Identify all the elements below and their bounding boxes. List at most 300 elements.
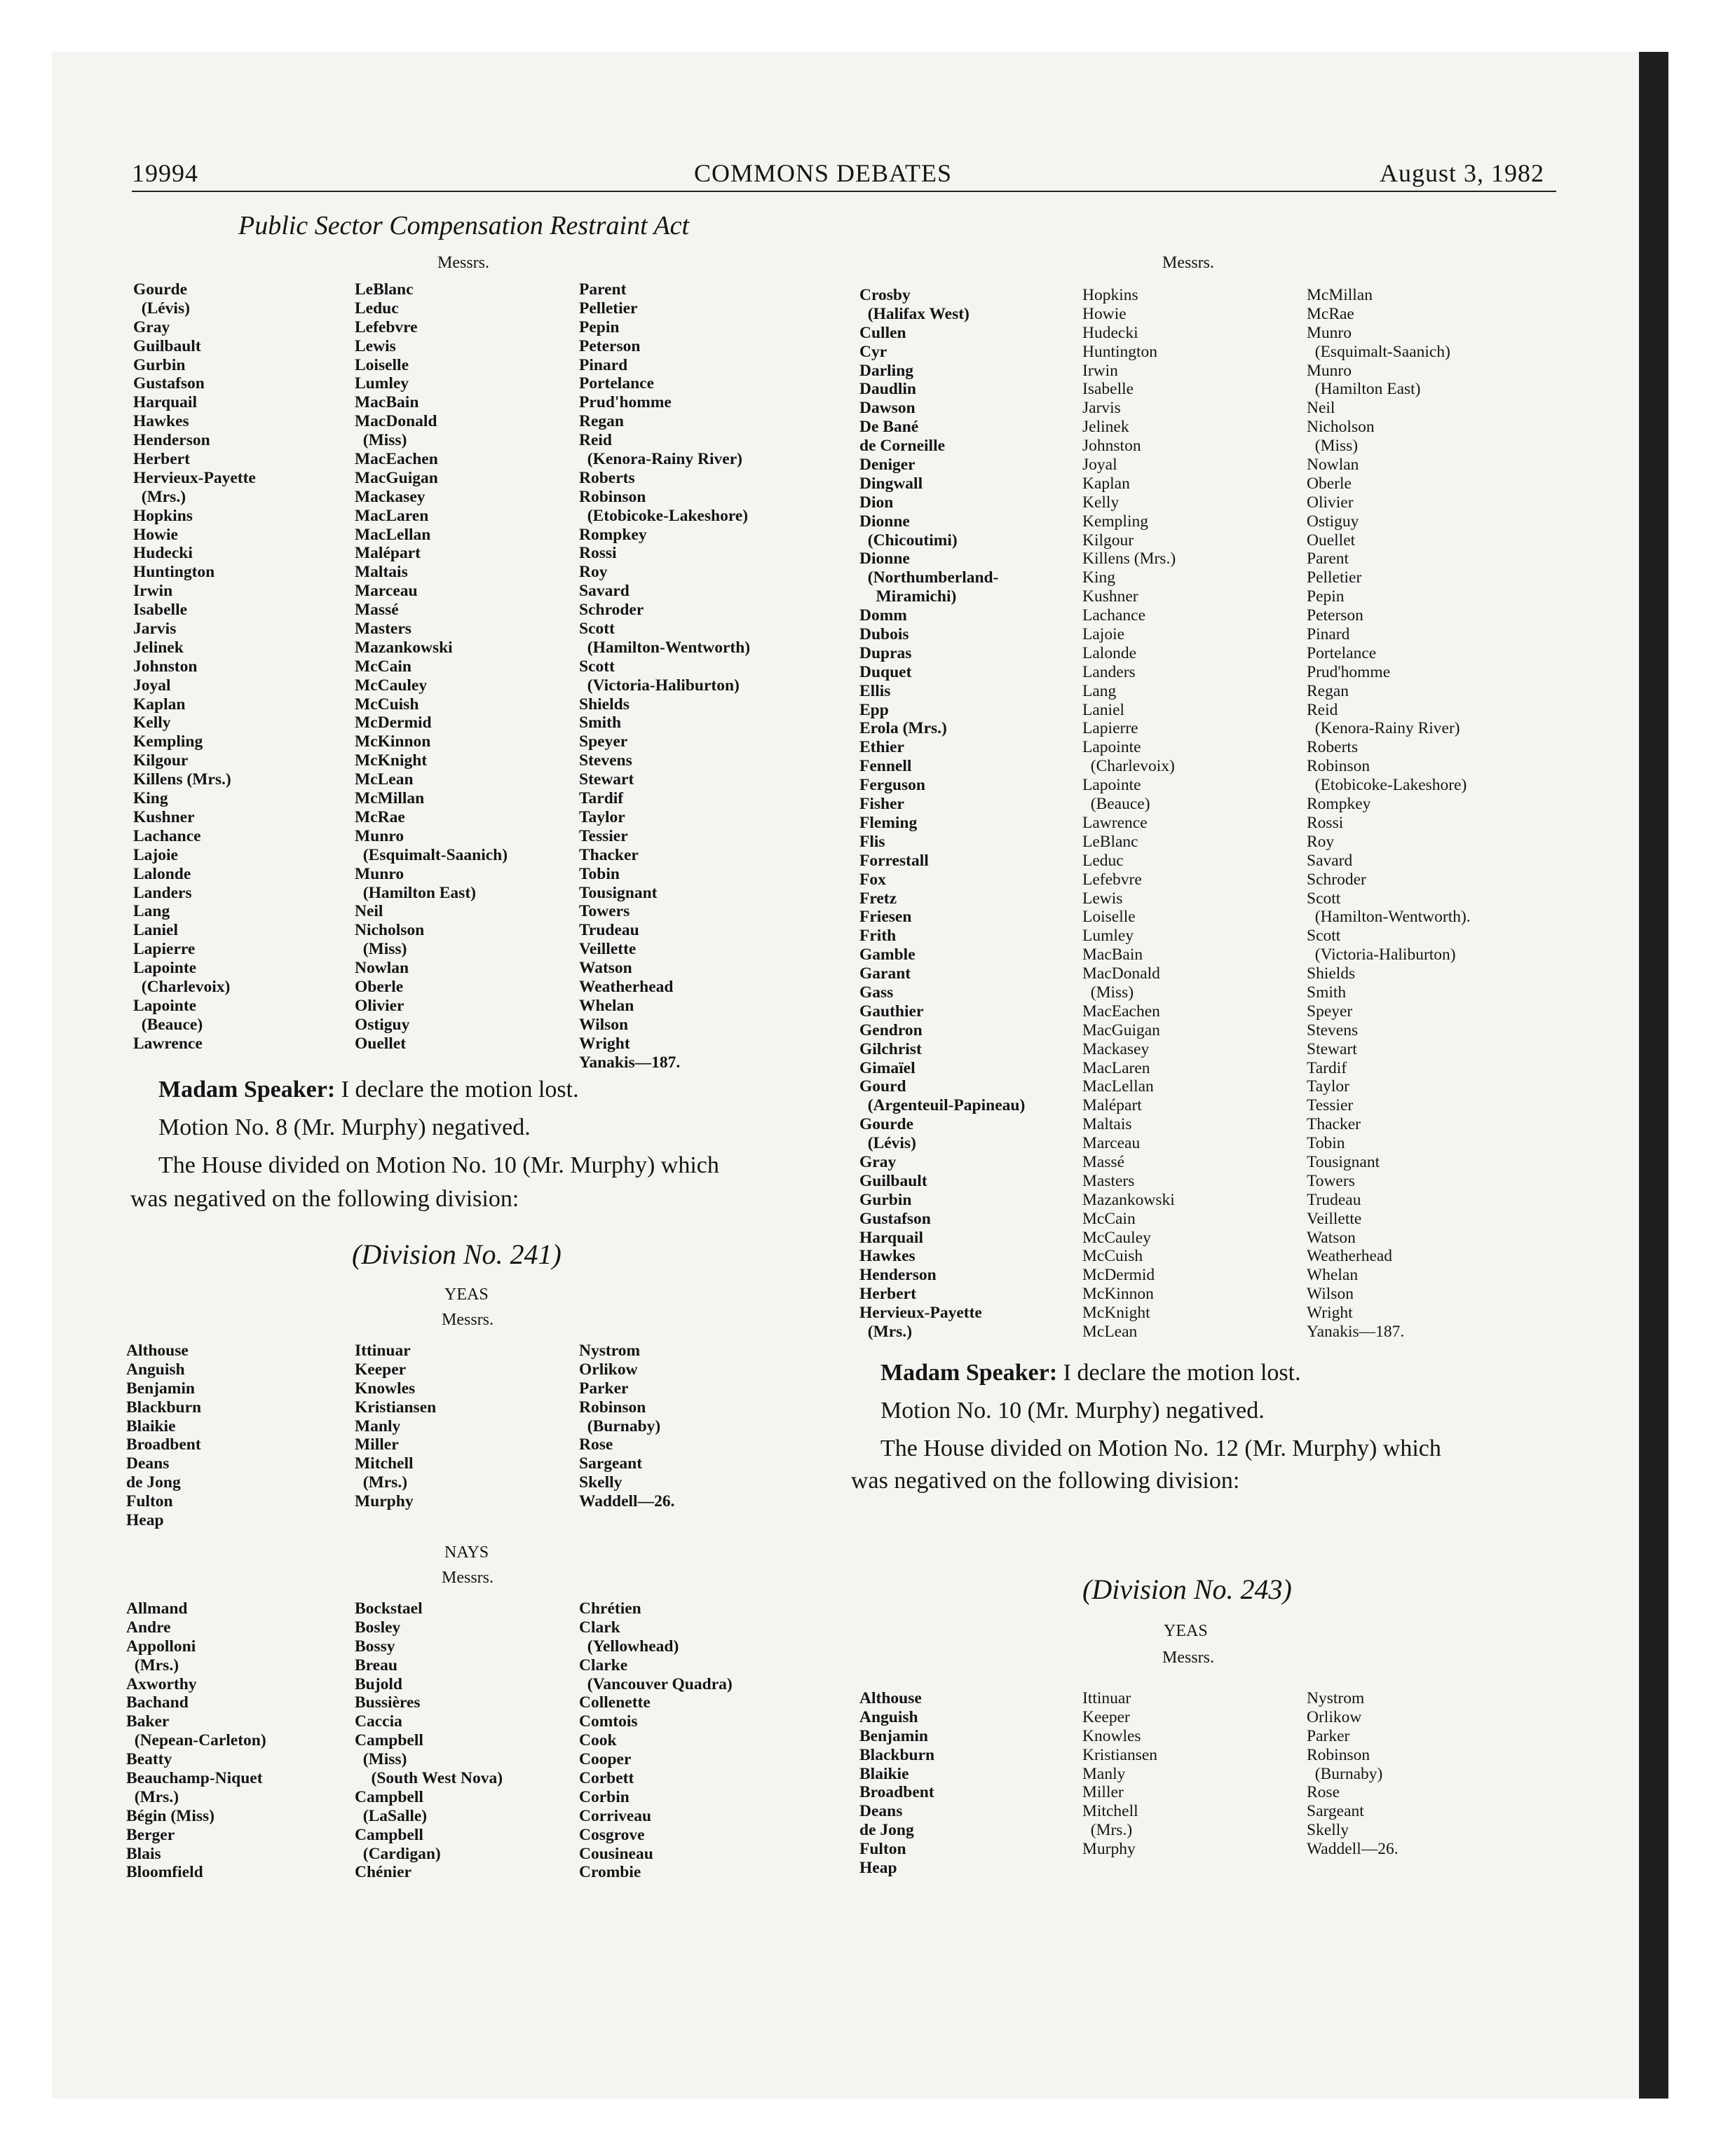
member-name: Watson [1307,1228,1356,1247]
member-name: (Etobicoke-Lakeshore) [1307,776,1467,795]
member-name: Nowlan [355,959,409,978]
messrs-label: Messrs. [1162,1649,1215,1667]
member-name: Corbin [579,1787,630,1806]
member-name: Clarke [579,1656,628,1674]
member-name: (Burnaby) [579,1417,661,1435]
member-name: Kilgour [133,751,189,770]
divided-line-1: The House divided on Motion No. 10 (Mr. Murphy) which [158,1152,719,1178]
div241-nays-col2 [355,1599,503,1882]
member-name: Gimaïel [859,1058,916,1077]
member-name: Regan [579,412,624,431]
member-name: Gourd [859,1077,906,1096]
member-name: Lefebvre [355,318,418,336]
member-name: Crosby [859,286,911,304]
member-name: (Chicoutimi) [859,531,958,550]
member-name: McKinnon [355,732,431,751]
member-name: Fox [859,870,886,889]
nays-label: NAYS [444,1543,489,1562]
member-name: Gray [859,1152,897,1171]
member-name: Blaikie [859,1764,909,1783]
member-name: Tobin [579,864,620,883]
member-name: Fleming [859,813,918,832]
divided-line-2: was negatived on the following division: [851,1468,1240,1494]
member-name: King [133,789,168,808]
member-name: Gourde [859,1115,914,1134]
member-name: MacDonald [355,412,437,431]
member-name: Blackburn [126,1398,202,1417]
member-name: Ouellet [1307,531,1356,550]
member-name: McRae [355,807,405,826]
member-name: (Charlevoix) [133,977,231,996]
member-name: McMillan [1307,286,1373,304]
member-name: Peterson [579,336,641,355]
member-name: Yanakis—187. [579,1053,681,1072]
member-name: McKnight [355,751,428,770]
member-name: (Yellowhead) [579,1637,679,1656]
member-name: Thacker [1307,1115,1361,1134]
member-name: Waddell—26. [1307,1840,1399,1859]
speaker-statement [880,1360,1301,1386]
member-name: Orlikow [579,1360,638,1379]
member-name: Weatherhead [1307,1247,1393,1266]
member-name: Lachance [133,826,201,845]
member-name: Keeper [1082,1707,1130,1726]
member-name: (Beauce) [1082,795,1150,814]
member-name: Kristiansen [355,1398,437,1417]
member-name: Duquet [859,662,912,681]
member-name: Regan [1307,681,1349,700]
member-name: Breau [355,1656,397,1674]
member-name: Bockstael [355,1599,423,1618]
member-name: Olivier [1307,493,1354,512]
member-name: King [1082,568,1115,587]
section-title: Public Sector Compensation Restraint Act [238,211,690,240]
member-name: (Miss) [355,1750,407,1769]
member-name: Peterson [1307,606,1363,625]
member-name: Dawson [859,399,916,418]
member-name: Leduc [355,299,399,318]
member-name: Roberts [1307,738,1359,757]
member-name: Massé [355,601,399,620]
member-name: LeBlanc [1082,832,1138,851]
member-name: Knowles [355,1379,416,1398]
member-name: Rossi [579,544,617,563]
messrs-label: Messrs. [442,1311,494,1329]
member-name: McMillan [355,789,425,808]
member-name: Bachand [126,1693,189,1712]
member-name: Dionne [859,512,910,531]
member-name: Gilchrist [859,1039,922,1058]
member-name: Parent [1307,550,1349,568]
member-name: Jarvis [133,620,177,639]
member-name: Leduc [1082,851,1124,870]
member-name: LeBlanc [355,280,414,299]
member-name: Keeper [355,1360,407,1379]
member-name: Roy [1307,832,1335,851]
messrs-label: Messrs. [442,1569,494,1587]
member-name: Lawrence [133,1034,203,1053]
member-name: Campbell [355,1787,423,1806]
member-name: Althouse [126,1342,189,1360]
member-name: Lalonde [133,864,191,883]
member-name: Roy [579,563,608,582]
member-name: (South West Nova) [355,1769,503,1788]
member-name: Miramichi) [859,587,957,606]
member-name: McCuish [1082,1247,1143,1266]
member-name: Knowles [1082,1726,1141,1745]
member-name: Gamble [859,946,916,964]
member-name: Dingwall [859,474,923,493]
member-name: Lang [1082,681,1117,700]
member-name: (Mrs.) [859,1322,913,1341]
member-name: Lang [133,902,170,921]
member-name: Herbert [859,1285,916,1304]
member-name: Kushner [133,807,195,826]
member-name: Gray [133,318,170,336]
member-name: Towers [579,902,630,921]
member-name: Tobin [1307,1134,1345,1153]
div241-yeas-col3 [579,1342,674,1511]
member-name: Manly [1082,1764,1126,1783]
member-name: (Hamilton-Wentworth). [1307,908,1471,927]
member-name: Waddell—26. [579,1492,675,1511]
member-name: (Mrs.) [126,1656,179,1674]
member-name: Bégin (Miss) [126,1806,215,1825]
member-name: (Charlevoix) [1082,757,1175,776]
member-name: Robinson [1307,1745,1370,1764]
member-name: Whelan [579,996,634,1015]
member-name: Hervieux-Payette [133,468,256,487]
member-name: Malépart [355,544,421,563]
member-name: Veillette [1307,1209,1362,1228]
member-name: MacDonald [1082,964,1160,983]
member-name: (Northumberland- [859,568,999,587]
member-name: Laniel [1082,700,1125,719]
member-name: McCain [1082,1209,1136,1228]
member-name: Tousignant [579,883,658,902]
member-name: McKnight [1082,1304,1150,1323]
member-name: Kelly [133,714,171,732]
member-name: (Victoria-Haliburton) [579,676,740,695]
member-name: Daudlin [859,380,916,399]
member-name: Beauchamp-Niquet [126,1769,263,1788]
member-name: Hopkins [133,506,193,525]
member-name: McCain [355,657,411,676]
member-name: Thacker [579,845,639,864]
divided-line-1: The House divided on Motion No. 12 (Mr. Murphy) which [880,1435,1441,1461]
member-name: (Etobicoke-Lakeshore) [579,506,749,525]
member-name: Flis [859,832,885,851]
member-name: Wright [1307,1304,1353,1323]
member-name: Corbett [579,1769,634,1788]
member-name: MacLellan [355,525,431,544]
member-name: Johnston [1082,437,1141,456]
member-name: Speyer [579,732,628,751]
member-name: Lapointe [1082,738,1141,757]
right-list-col1 [859,286,1025,1342]
member-name: Wilson [1307,1285,1354,1304]
member-name: Nicholson [1307,418,1375,437]
member-name: (Burnaby) [1307,1764,1383,1783]
member-name: (Esquimalt-Saanich) [1307,342,1450,361]
member-name: Ellis [859,681,891,700]
member-name: Berger [126,1825,175,1844]
member-name: Speyer [1307,1002,1353,1021]
member-name: Heap [859,1859,897,1878]
member-name: Miller [355,1435,399,1454]
member-name: Trudeau [1307,1190,1361,1209]
div243-yeas-col3 [1307,1689,1399,1859]
member-name: Cullen [859,323,906,342]
member-name: Loiselle [1082,908,1136,927]
member-name: Rompkey [579,525,647,544]
member-name: Portelance [579,374,655,393]
member-name: Kempling [1082,512,1148,531]
member-name: Lewis [355,336,396,355]
member-name: Bossy [355,1637,395,1656]
member-name: Erola (Mrs.) [859,719,947,738]
member-name: Corriveau [579,1806,652,1825]
member-name: Joyal [1082,456,1117,475]
division-241-title: (Division No. 241) [352,1239,562,1270]
member-name: MacLellan [1082,1077,1154,1096]
member-name: Laniel [133,921,178,940]
member-name: Gustafson [859,1209,931,1228]
member-name: Chénier [355,1863,411,1882]
member-name: Collenette [579,1693,651,1712]
member-name: Lefebvre [1082,870,1142,889]
member-name: Lalonde [1082,643,1136,662]
member-name: (Miss) [355,431,407,450]
member-name: Parker [1307,1726,1350,1745]
member-name: Taylor [579,807,625,826]
member-name: Olivier [355,996,404,1015]
member-name: Sargeant [1307,1802,1364,1821]
div241-nays-col1 [126,1599,266,1882]
member-name: Cousineau [579,1844,653,1863]
member-name: Ouellet [355,1034,407,1053]
member-name: Stevens [579,751,632,770]
member-name: Hudecki [1082,323,1138,342]
member-name: Schroder [579,601,644,620]
member-name: Rompkey [1307,795,1371,814]
member-name: Deniger [859,456,916,475]
member-name: (Kenora-Rainy River) [579,450,742,469]
member-name: Isabelle [1082,380,1134,399]
member-name: Lachance [1082,606,1146,625]
member-name: Howie [1082,304,1127,323]
member-name: Smith [579,714,622,732]
member-name: Prud'homme [1307,662,1391,681]
member-name: Allmand [126,1599,188,1618]
member-name: (Mrs.) [1082,1821,1133,1840]
member-name: Munro [1307,361,1352,380]
member-name: (Lévis) [859,1134,916,1153]
member-name: Ittinuar [1082,1689,1131,1707]
member-name: Manly [355,1417,401,1435]
member-name: Lajoie [133,845,178,864]
member-name: Isabelle [133,601,188,620]
member-name: Heap [126,1511,164,1530]
member-name: Gendron [859,1021,923,1039]
member-name: Harquail [133,393,197,412]
member-name: Robinson [579,1398,646,1417]
member-name: Althouse [859,1689,922,1707]
member-name: (Lévis) [133,299,190,318]
member-name: Mazankowski [355,638,453,657]
member-name: Dupras [859,643,912,662]
member-name: Savard [579,582,630,601]
member-name: Schroder [1307,870,1366,889]
member-name: Pelletier [579,299,638,318]
motion-negatived: Motion No. 10 (Mr. Murphy) negatived. [880,1398,1265,1424]
member-name: Massé [1082,1152,1125,1171]
member-name: Parker [579,1379,629,1398]
member-name: Gurbin [859,1190,912,1209]
member-name: (Mrs.) [133,487,186,506]
member-name: Forrestall [859,851,929,870]
member-name: Towers [1307,1171,1355,1190]
member-name: MacLaren [355,506,429,525]
member-name: Kilgour [1082,531,1134,550]
member-name: Rose [1307,1783,1340,1802]
member-name: Portelance [1307,643,1377,662]
page-date: August 3, 1982 [1380,159,1545,187]
member-name: de Corneille [859,437,946,456]
member-name: Friesen [859,908,912,927]
member-name: (Miss) [1307,437,1359,456]
member-name: Lumley [355,374,409,393]
member-name: Caccia [355,1712,402,1731]
divided-line-2: was negatived on the following division: [130,1186,519,1212]
member-name: Masters [1082,1171,1135,1190]
member-name: Wright [579,1034,630,1053]
member-name: Cyr [859,342,887,361]
member-name: Landers [133,883,192,902]
member-name: Gourde [133,280,188,299]
member-name: (Argenteuil-Papineau) [859,1096,1026,1115]
member-name: Anguish [859,1707,918,1726]
member-name: Rossi [1307,813,1344,832]
member-name: Neil [355,902,383,921]
scan-edge-bar [1639,52,1668,2099]
member-name: Broadbent [859,1783,934,1802]
member-name: Miller [1082,1783,1124,1802]
member-name: Neil [1307,399,1335,418]
member-name: McCauley [355,676,428,695]
member-name: Lawrence [1082,813,1148,832]
member-name: (Victoria-Haliburton) [1307,946,1456,964]
member-name: Blaikie [126,1417,176,1435]
member-name: Robinson [1307,757,1370,776]
member-name: Harquail [859,1228,923,1247]
messrs-label: Messrs. [1162,254,1215,272]
member-name: Campbell [355,1825,423,1844]
motion-negatived: Motion No. 8 (Mr. Murphy) negatived. [158,1114,531,1140]
member-name: Maltais [1082,1115,1132,1134]
member-name: Mitchell [355,1454,414,1473]
member-name: Scott [1307,889,1341,908]
member-name: MacEachen [355,450,438,469]
member-name: Ostiguy [1307,512,1359,531]
member-name: Mazankowski [1082,1190,1175,1209]
member-name: Blais [126,1844,161,1863]
member-name: Munro [1307,323,1352,342]
member-name: Veillette [579,940,637,959]
member-name: Oberle [1307,474,1352,493]
member-name: Killens (Mrs.) [1082,550,1176,568]
member-name: MacEachen [1082,1002,1160,1021]
member-name: Baker [126,1712,170,1731]
member-name: Irwin [1082,361,1118,380]
member-name: Benjamin [859,1726,928,1745]
member-name: Sargeant [579,1454,643,1473]
member-name: Parent [579,280,627,299]
member-name: Lapointe [1082,776,1141,795]
yeas-label: YEAS [1164,1622,1208,1640]
member-name: (Nepean-Carleton) [126,1731,266,1750]
member-name: Nystrom [579,1342,641,1360]
member-name: Huntington [1082,342,1158,361]
member-name: Gustafson [133,374,205,393]
member-name: McKinnon [1082,1285,1154,1304]
member-name: Robinson [579,487,646,506]
member-name: Andre [126,1618,171,1637]
member-name: Munro [355,864,404,883]
member-name: Fennell [859,757,912,776]
div243-yeas-col2 [1082,1689,1157,1859]
member-name: Fisher [859,795,904,814]
member-name: Chrétien [579,1599,641,1618]
member-name: Bloomfield [126,1863,203,1882]
member-name: de Jong [859,1821,914,1840]
header-rule [132,191,1556,192]
member-name: Ittinuar [355,1342,411,1360]
member-name: Jelinek [1082,418,1129,437]
member-name: Deans [859,1802,903,1821]
member-name: Garant [859,964,911,983]
member-name: Kaplan [1082,474,1130,493]
member-name: Fulton [126,1492,173,1511]
member-name: Nicholson [355,921,425,940]
member-name: Malépart [1082,1096,1142,1115]
member-name: MacGuigan [1082,1021,1160,1039]
member-name: Pinard [579,355,628,374]
member-name: Gass [859,983,894,1002]
member-name: Lajoie [1082,625,1125,644]
member-name: Bosley [355,1618,401,1637]
member-name: Lapierre [1082,719,1138,738]
left-list-col3 [579,280,750,1072]
member-name: (Miss) [1082,983,1134,1002]
member-name: (Esquimalt-Saanich) [355,845,508,864]
member-name: Kelly [1082,493,1120,512]
member-name: Tessier [579,826,628,845]
member-name: Crombie [579,1863,641,1882]
member-name: Huntington [133,563,215,582]
left-list-col1 [133,280,256,1053]
right-list-col3 [1307,286,1471,1342]
yeas-label: YEAS [444,1285,489,1304]
member-name: Whelan [1307,1266,1359,1285]
member-name: Kempling [133,732,203,751]
member-name: Henderson [133,431,210,450]
member-name: Blackburn [859,1745,935,1764]
member-name: Scott [1307,927,1341,946]
member-name: Munro [355,826,404,845]
speaker-statement [158,1077,579,1103]
member-name: McDermid [355,714,432,732]
